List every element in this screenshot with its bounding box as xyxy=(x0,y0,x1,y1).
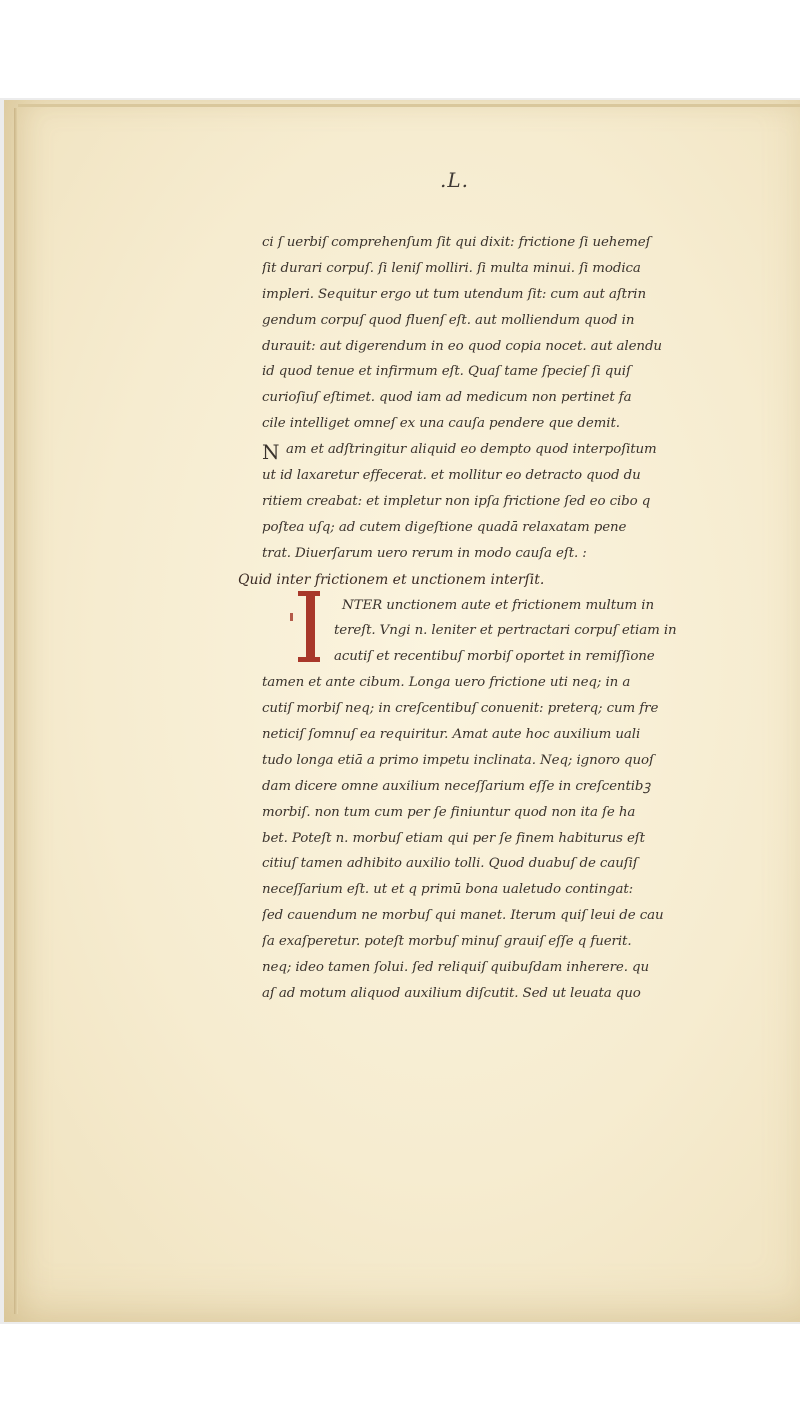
text-line: tudo longa etiā a primo impetu inclinata. Neq; ignoro quoſ xyxy=(262,752,654,768)
section-heading: Quid inter frictionem et unctionem interſit. xyxy=(238,571,545,588)
text-line: ſit durari corpuſ. ſi leniſ molliri. ſi multa minui. ſi modica xyxy=(262,260,641,276)
text-line: ritiem creabat: et impletur non ipſa frictione ſed eo cibo q xyxy=(262,493,651,509)
text-line: durauit: aut digerendum in eo quod copia nocet. aut alendu xyxy=(262,338,662,354)
text-line: NTER unctionem aute et frictionem multum in xyxy=(342,597,655,613)
text-line: gendum corpuſ quod fluenſ eſt. aut molliendum quod in xyxy=(262,312,635,328)
text-line: cutiſ morbiſ neq; in creſcentibuſ conuenit: preterq; cum fre xyxy=(262,701,659,717)
paragraph-initial: N xyxy=(262,440,280,464)
text-line: aſ ad motum aliquod auxilium diſcutit. Sed ut leuata quo xyxy=(262,985,641,1001)
text-line: cile intelliget omneſ ex una cauſa pendere que demit. xyxy=(262,416,620,432)
text-line: dam dicere omne auxilium neceſſarium eſſe in creſcentibꝫ xyxy=(262,778,651,794)
text-line: impleri. Sequitur ergo ut tum utendum ſit: cum aut aſtrin xyxy=(262,286,646,302)
text-line: curioſiuſ eſtimet. quod iam ad medicum non pertinet fa xyxy=(262,390,632,406)
text-line: id quod tenue et infirmum eſt. Quaſ tame ſpecieſ ſi quiſ xyxy=(262,364,631,380)
text-line: am et adſtringitur aliquid eo dempto quod interpoſitum xyxy=(286,442,657,458)
text-line: trat. Diuerſarum uero rerum in modo cauſa eſt. : xyxy=(262,545,587,561)
page-top-edge xyxy=(18,104,800,107)
text-line: ſed cauendum ne morbuſ qui manet. Iterum quiſ leui de cau xyxy=(262,908,664,924)
text-line: citiuſ tamen adhibito auxilio tolli. Quod duabuſ de cauſiſ xyxy=(262,856,638,872)
text-line: neceſſarium eſt. ut et q primū bona ualetudo contingat: xyxy=(262,882,634,898)
text-line: ci ſ uerbiſ comprehenſum ſit qui dixit: frictione ſi uehemeſ xyxy=(262,235,651,250)
folio-number: .L. xyxy=(440,168,469,192)
text-line: ſa exaſperetur. poteſt morbuſ minuſ grauiſ eſſe q fuerit. xyxy=(262,934,632,950)
text-line: poſtea uſq; ad cutem digeſtione quadā relaxatam pene xyxy=(262,519,627,535)
text-line: bet. Poteſt n. morbuſ etiam qui per ſe finem habiturus eſt xyxy=(262,830,645,846)
text-line: tamen et ante cibum. Longa uero frictione uti neq; in a xyxy=(262,675,631,691)
text-line: neq; ideo tamen ſolui. ſed reliquiſ quibuſdam inherere. qu xyxy=(262,960,650,976)
text-line: morbiſ. non tum cum per ſe finiuntur quod non ita ſe ha xyxy=(262,804,636,820)
text-line: acutiſ et recentibuſ morbiſ oportet in remiſſione xyxy=(334,649,655,665)
manuscript-text xyxy=(238,230,754,1007)
page-left-edge xyxy=(14,108,18,1314)
text-line: tereſt. Vngi n. leniter et pertractari corpuſ etiam in xyxy=(334,623,677,639)
text-line: neticiſ ſomnuſ ea requiritur. Amat aute hoc auxilium uali xyxy=(262,727,641,743)
text-line: ut id laxaretur effecerat. et mollitur eo detracto quod du xyxy=(262,468,641,484)
